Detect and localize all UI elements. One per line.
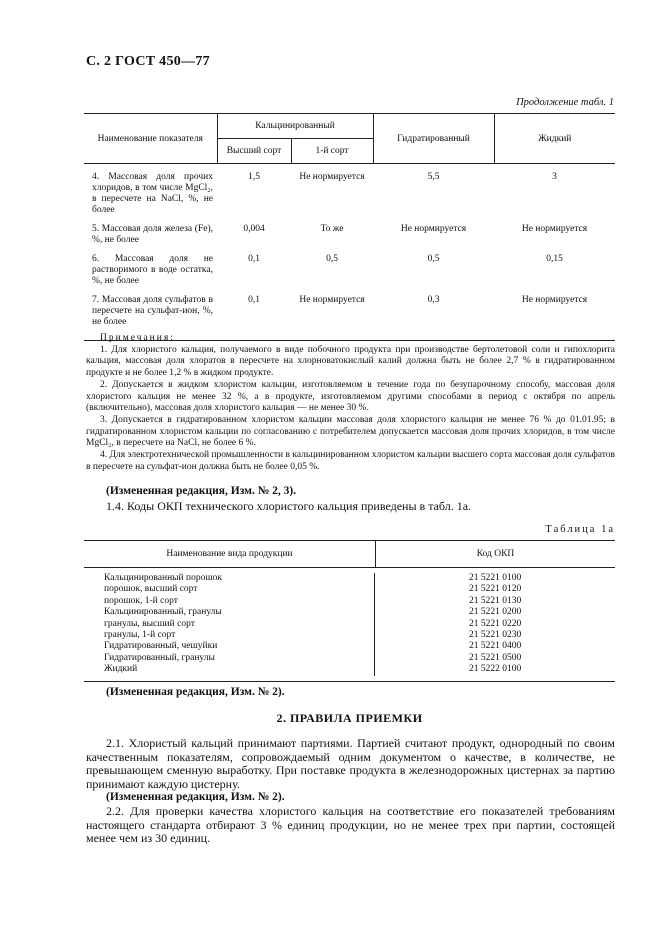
cell-top: 1,5 [248,172,260,182]
product-name: порошок, 1-й сорт [104,595,178,606]
cell-hydrated: 5,5 [427,172,440,182]
col-header-liquid: Жидкий [494,114,615,164]
edition-note: (Измененная редакция, Изм. № 2, 3). [106,485,297,497]
okp-code: 21 5221 0500 [469,652,522,663]
product-name: гранулы, высший сорт [104,618,195,629]
cell-first: Не нормируется [291,287,373,341]
section-title: 2. ПРАВИЛА ПРИЕМКИ [276,711,423,725]
paragraph-1-4: 1.4. Коды ОКП технического хлористого кальция приведены в табл. 1а. [106,499,472,513]
row-name: 4. Массовая доля прочих хлоридов, в том числе MgCl₂, в пересчете на NaCl, %, не более [92,172,213,215]
cell-liquid: Не нормируется [494,287,615,341]
product-name: Гидратированный, чешуйки [104,641,218,652]
col-header-first-grade: 1-й сорт [291,139,373,164]
product-name: Кальцинированный порошок [104,573,223,583]
okp-code: 21 5221 0120 [469,584,522,595]
paragraph-2-2: 2.2. Для проверки качества хлористого кальция на соответствие его показателей требованиям настоящего стандарта отбирают 3 % единиц продукции, но не менее трех при партии, состоящей менее чем из 30 единиц. [86,803,615,846]
cell-first: Не нормируется [299,172,365,182]
note-item: 2. Допускается в жидком хлористом кальции, изготовляемом в течение года по безупарочному способу, массовая доля хлористого кальция не менее 32 %, а в продукте, изготовляемом другими способами в период с октября по апрель (включительно), массовая доля хлористого кальция — не менее 30 %. [86,379,615,414]
table-row [84,164,615,217]
cell-top: 0,1 [217,287,291,341]
row-name: 6. Массовая доля не растворимого в воде остатка, %, не более [92,254,213,286]
note-item: 1. Для хлористого кальция, получаемого в виде побочного продукта при производстве бертолетовой соли и гипохлорита кальция, массовая доля хлоратов в пересчете на хлорноватокислый калий должна быть не более 2,7 % в гидратированном продукте и не более 1,2 % в жидком продукте. [86,344,615,379]
product-name: порошок, высший сорт [104,584,198,595]
cell-first: То же [320,224,344,234]
col-header-top-grade: Высший сорт [217,139,291,164]
okp-code: 21 5221 0130 [469,595,522,606]
product-name: Кальцинированный, гранулы [104,607,222,618]
okp-code: 21 5221 0400 [469,641,522,652]
product-name: Жидкий [104,664,138,675]
col-header-code: Код ОКП [476,549,515,559]
okp-code: 21 5222 0100 [469,664,522,675]
product-name: Гидратированный, гранулы [104,652,215,663]
table-continuation-label: Продолжение табл. 1 [516,97,614,108]
okp-code: 21 5221 0230 [469,630,522,641]
col-header-product: Наименование вида продукции [84,541,376,567]
notes-title: Примечания: [100,333,175,343]
col-header-calcined: Кальцинированный [217,114,373,139]
notes-block [86,333,615,473]
table-row [84,216,615,246]
okp-code: 21 5221 0100 [469,573,522,583]
col-header-hydrated: Гидратированный [373,114,494,164]
okp-codes-table [84,540,615,682]
col-header-name: Наименование показателя [84,114,217,164]
section-2-body [86,737,615,846]
okp-code: 21 5221 0220 [469,618,522,629]
quality-indicators-table [84,113,615,341]
cell-hydrated: 0,5 [427,254,440,264]
cell-liquid: 0,15 [546,254,563,264]
note-item: 4. Для электротехнической промышленности в кальцинированном хлористом кальции высшего сорта массовая доля сульфатов в пересчете на сульфат-ион должна быть не более 0,05 %. [86,450,615,472]
table-1a-title: Таблица 1а [545,524,615,535]
cell-first: 0,5 [326,254,338,264]
cell-liquid: 3 [552,172,557,182]
cell-hydrated: Не нормируется [400,224,467,234]
okp-code: 21 5221 0200 [469,607,522,618]
cell-top: 0,004 [243,224,265,234]
row-name: 5. Массовая доля железа (Fe), %, не более [92,224,213,245]
cell-top: 0,1 [248,254,260,264]
paragraph-2-1: 2.1. Хлористый кальций принимают партиями. Партией считают продукт, однородный по своим качественным показателям, сопровождаемый одним документом о качестве, в количестве, не превышающем сменную выработку. При поставке продукта в железнодорожных цистернах за партию принимают каждую цистерну. [86,736,615,791]
table-row [84,246,615,287]
cell-liquid: Не нормируется [521,224,588,234]
product-name: гранулы, 1-й сорт [104,630,176,641]
edition-note: (Измененная редакция, Изм. № 2). [106,686,285,698]
cell-hydrated: 0,3 [373,287,494,341]
row-name: 7. Массовая доля сульфатов в пересчете на сульфат-ион, %, не более [84,287,217,341]
edition-note: (Измененная редакция, Изм. № 2). [106,791,285,804]
page-header: С. 2 ГОСТ 450—77 [86,54,210,69]
note-item: 3. Допускается в гидратированном хлористом кальции массовая доля хлористого кальция не менее 76 % до 01.01.95; в гидратированном хлористом кальции по согласованию с потребителем допускается массовая доля прочих хлоридов, в том числе MgCl₂, в пересчете на NaCl, не более 6 %. [86,414,615,449]
